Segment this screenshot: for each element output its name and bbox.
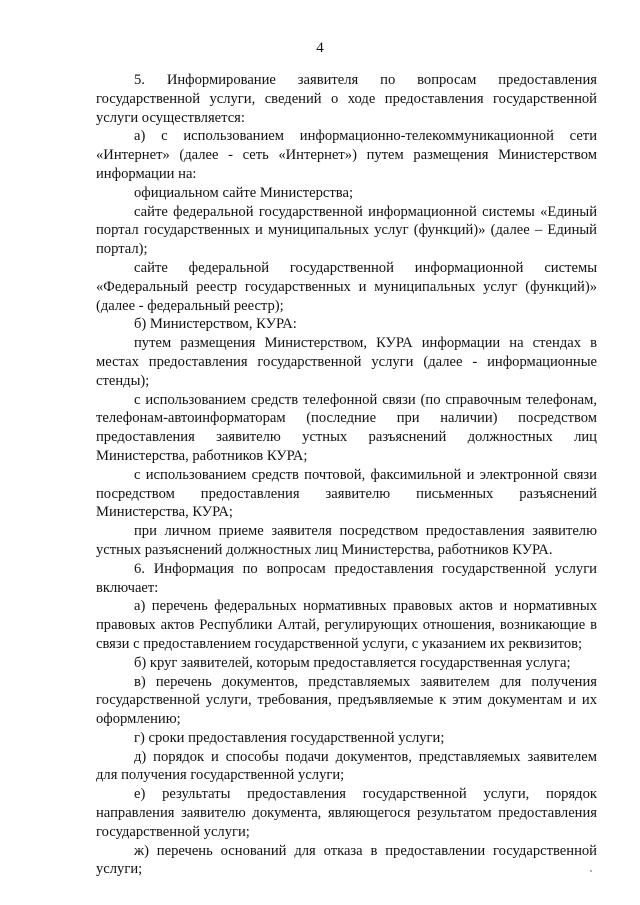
- paragraph-6a: а) перечень федеральных нормативных правовых актов и нормативных правовых актов Республики Алтай, регулирующих отношения, возникающие в связи с предоставлением государственной услуги, с указанием их реквизитов;: [96, 598, 597, 652]
- paragraph-official-site: официальном сайте Министерства;: [134, 184, 354, 201]
- paragraph-personal-reception: при личном приеме заявителя посредством предоставления заявителю устных разъяснений должностных лиц Министерства, работников КУРА.: [96, 523, 597, 558]
- paragraph-single-portal: сайте федеральной государственной информационной системы «Единый портал государственных и муниципальных услуг (функций)» (далее – Единый портал);: [96, 203, 597, 258]
- paragraph-telephone: с использованием средств телефонной связи (по справочным телефонам, телефонам-автоинформаторам (последние при наличии) посредством предоставления заявителю устных разъяснений должностных лиц Министерства, работников КУРА;: [96, 391, 597, 464]
- paragraph-6g: г) сроки предоставления государственной услуги;: [134, 729, 445, 746]
- paragraph-6e: е) результаты предоставления государственной услуги, порядок направления заявителю документа, являющегося результатом предоставления государственной услуги;: [96, 786, 597, 840]
- paragraph-5b: б) Министерством, КУРА:: [134, 316, 297, 333]
- scan-speck: [590, 870, 592, 872]
- paragraph-postal: с использованием средств почтовой, факсимильной и электронной связи посредством предоставления заявителю письменных разъяснений Министерства, КУРА;: [96, 466, 597, 521]
- document-body: [96, 71, 597, 879]
- paragraph-stands: путем размещения Министерством, КУРА информации на стендах в местах предоставления государственной услуги (далее - информационные стенды);: [96, 335, 597, 389]
- paragraph-5-intro: 5. Информирование заявителя по вопросам предоставления государственной услуги, сведений о ходе предоставления государственной услуги осуществляется:: [96, 72, 597, 126]
- paragraph-6-intro: 6. Информация по вопросам предоставления государственной услуги включает:: [96, 560, 597, 596]
- paragraph-6v: в) перечень документов, представляемых заявителем для получения государственной услуги, требования, предъявляемые к этим документам и их оформлению;: [96, 673, 597, 728]
- paragraph-federal-registry: сайте федеральной государственной информационной системы «Федеральный реестр государственных и муниципальных услуг (функций)» (далее - федеральный реестр);: [96, 259, 597, 314]
- page-number: 4: [316, 40, 324, 56]
- paragraph-6zh: ж) перечень оснований для отказа в предоставлении государственной услуги;: [96, 842, 597, 878]
- paragraph-5a: а) с использованием информационно-телекоммуникационной сети «Интернет» (далее - сеть «Интернет») путем размещения Министерством информации на:: [96, 128, 597, 182]
- paragraph-6d: д) порядок и способы подачи документов, представляемых заявителем для получения государственной услуги;: [96, 748, 597, 784]
- paragraph-6b: б) круг заявителей, которым предоставляется государственная услуга;: [134, 654, 571, 671]
